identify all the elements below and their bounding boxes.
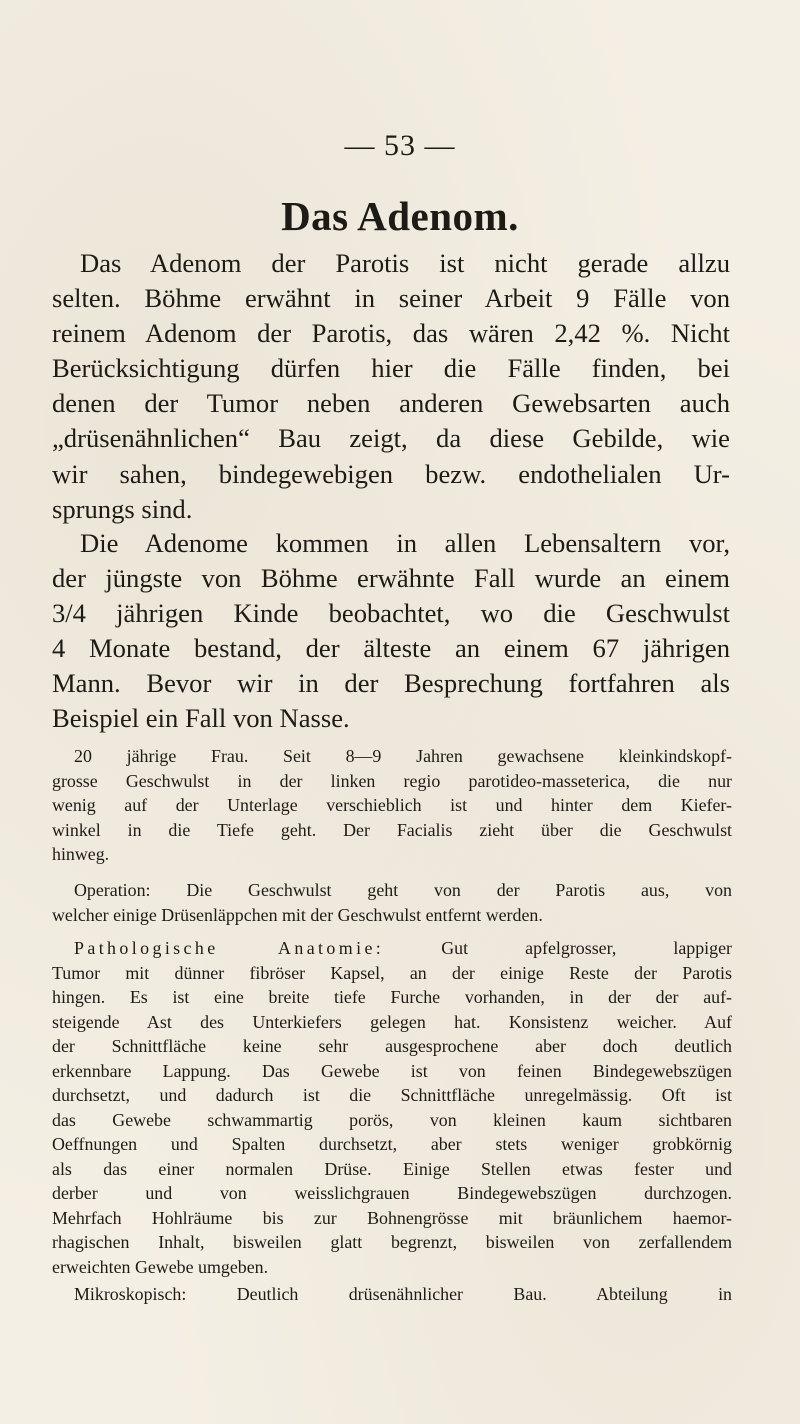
pathology-label: Pathologische Anatomie:: [74, 938, 385, 958]
text-line: 20 jährige Frau. Seit 8—9 Jahren gewachsene kleinkindskopf-: [74, 746, 732, 766]
text-line: wir sahen, bindegewebigen bezw. endothelialen Ur-: [52, 458, 730, 489]
text-line: Mehrfach Hohlräume bis zur Bohnengrösse mit bräunlichem haemor-: [52, 1207, 732, 1228]
text-line: der Schnittfläche keine sehr ausgesprochene aber doch deutlich: [52, 1036, 732, 1056]
text-line: reinem Adenom der Parotis, das wären 2,42 %. Nicht: [52, 318, 730, 349]
paragraph-age-occurrence: [52, 526, 730, 737]
text-line: Beispiel ein Fall von Nasse.: [52, 703, 350, 734]
text-line: selten. Böhme erwähnt in seiner Arbeit 9 Fälle von: [52, 283, 730, 314]
text-line: wenig auf der Unterlage verschieblich ist und hinter dem Kiefer-: [52, 795, 732, 815]
text-line: Mann. Bevor wir in der Besprechung fortfahren als: [52, 668, 730, 699]
text-line: 3/4 jährigen Kinde beobachtet, wo die Geschwulst: [52, 598, 730, 629]
text-line: Die Adenome kommen in allen Lebensaltern vor,: [80, 528, 730, 558]
text-line: [52, 936, 732, 961]
text-line: Tumor mit dünner fibröser Kapsel, an der einige Reste der Parotis: [52, 962, 732, 983]
text-line: durchsetzt, und dadurch ist die Schnittfläche unregelmässig. Oft ist: [52, 1085, 732, 1105]
text-line: hingen. Es ist eine breite tiefe Furche vorhanden, in der der auf-: [52, 987, 732, 1007]
text-line: der jüngste von Böhme erwähnte Fall wurde an einem: [52, 563, 730, 594]
text-line: winkel in die Tiefe geht. Der Facialis zieht über die Geschwulst: [52, 819, 732, 840]
case-description: [52, 744, 732, 867]
text-line: sprungs sind.: [52, 493, 193, 524]
operation-paragraph: [52, 878, 732, 927]
text-line: Oeffnungen und Spalten durchsetzt, aber stets weniger grobkörnig: [52, 1134, 732, 1154]
text-line: „drüsenähnlichen“ Bau zeigt, da diese Gebilde, wie: [52, 423, 730, 454]
text-line: erkennbare Lappung. Das Gewebe ist von feinen Bindegewebszügen: [52, 1060, 732, 1081]
text-line: Das Adenom der Parotis ist nicht gerade allzu: [80, 248, 730, 278]
text-line: Mikroskopisch: Deutlich drüsenähnlicher Bau. Abteilung in: [74, 1284, 732, 1304]
text-line: das Gewebe schwammartig porös, von kleinen kaum sichtbaren: [52, 1109, 732, 1130]
text-line: derber und von weisslichgrauen Bindegewebszügen durchzogen.: [52, 1183, 732, 1203]
paragraph-parotis-adenoma: [52, 246, 730, 527]
pathology-paragraph: [52, 936, 732, 1279]
text-line: denen der Tumor neben anderen Gewebsarten auch: [52, 388, 730, 419]
page-number: — 53 —: [344, 129, 456, 162]
text-line: erweichten Gewebe umgeben.: [52, 1256, 269, 1277]
text-line: rhagischen Inhalt, bisweilen glatt begrenzt, bisweilen von zerfallendem: [52, 1232, 732, 1252]
text-line: Operation: Die Geschwulst geht von der Parotis aus, von: [74, 880, 732, 900]
section-title: Das Adenom.: [281, 193, 519, 239]
text-line: grosse Geschwulst in der linken regio parotideo-masseterica, die nur: [52, 770, 732, 791]
text-line: hinweg.: [52, 844, 110, 864]
text-line: 4 Monate bestand, der älteste an einem 67 jährigen: [52, 633, 730, 664]
text-line: als das einer normalen Drüse. Einige Stellen etwas fester und: [52, 1158, 732, 1179]
text-line: steigende Ast des Unterkiefers gelegen hat. Konsistenz weicher. Auf: [52, 1011, 732, 1032]
microscopic-paragraph: [52, 1282, 732, 1307]
text-line: Berücksichtigung dürfen hier die Fälle finden, bei: [52, 353, 730, 384]
pathology-first-text: Gut apfelgrosser, lappiger: [441, 938, 732, 958]
text-line: welcher einige Drüsenläppchen mit der Geschwulst entfernt werden.: [52, 904, 543, 925]
